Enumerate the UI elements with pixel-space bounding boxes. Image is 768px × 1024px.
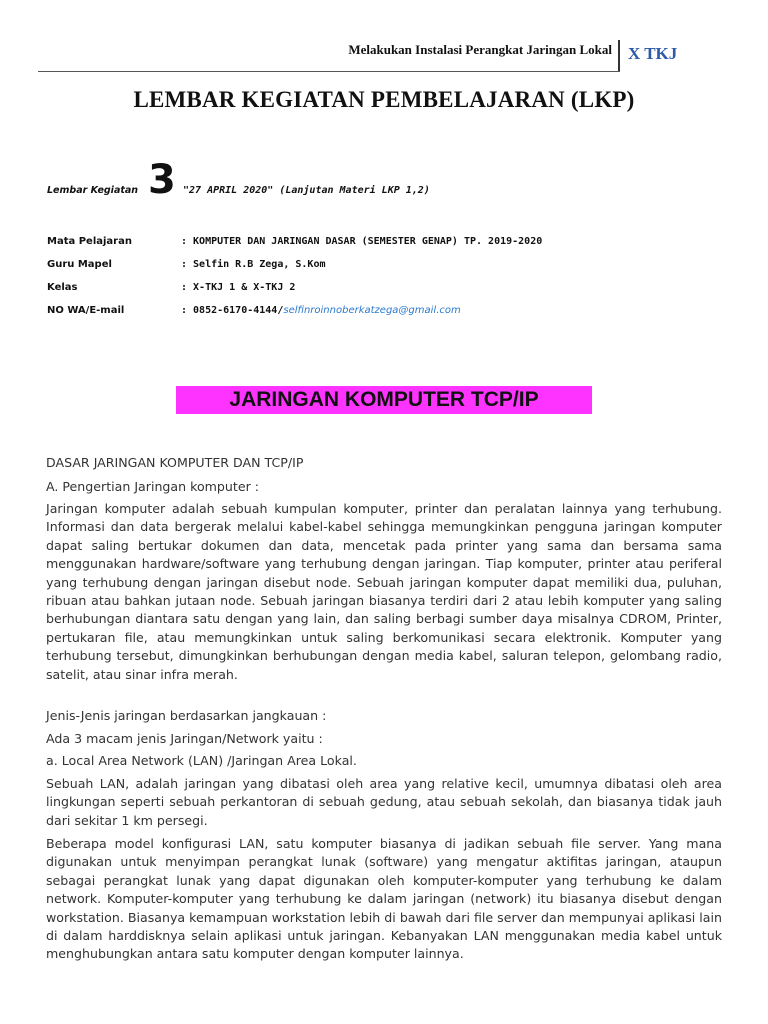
- types-intro: Ada 3 macam jenis Jaringan/Network yaitu :: [46, 731, 323, 746]
- subheading-a: A. Pengertian Jaringan komputer :: [46, 479, 260, 494]
- info-label-contact: NO WA/E-mail: [47, 305, 125, 316]
- paragraph-lan-config: Beberapa model konfigurasi LAN, satu komputer biasanya di jadikan sebuah file server. Yang mana digunakan untuk menyimpan perangkat lunak (software) yang mengatur aktifitas jaringan, ataupun sebagai perangkat lunak yang dapat digunakan oleh komputer-komputer yang terhubung ke dalam network. Komputer-komputer yang terhubung ke dalam jaringan (network) itu biasanya disebut dengan workstation. Biasanya kemampuan workstation lebih di bawah dari file server dan mempunyai aplikasi lain di dalam harddisknya selain aplikasi untuk jaringan. Kebanyakan LAN menggunakan media kabel untuk menghubungkan antara satu komputer dengan komputer lainnya.: [46, 836, 722, 962]
- info-value-contact: [181, 305, 461, 316]
- paragraph-lan: Sebuah LAN, adalah jaringan yang dibatasi oleh area yang relative kecil, umumnya dibatasi oleh area lingkungan seperti sebuah perkantoran di sebuah gedung, atau sebuah sekolah, dan biasanya tidak jauh dari sekitar 1 km persegi.: [46, 776, 722, 828]
- header-title: Melakukan Instalasi Perangkat Jaringan Lokal: [348, 42, 612, 57]
- page-title: LEMBAR KEGIATAN PEMBELAJARAN (LKP): [133, 87, 635, 112]
- types-heading: Jenis-Jenis jaringan berdasarkan jangkauan :: [46, 708, 327, 723]
- topic-banner: [176, 386, 592, 414]
- info-value-teacher: : Selfin R.B Zega, S.Kom: [181, 259, 326, 270]
- type-a-heading: a. Local Area Network (LAN) /Jaringan Area Lokal.: [46, 753, 357, 768]
- activity-date: "27 APRIL 2020" (Lanjutan Materi LKP 1,2): [183, 185, 430, 196]
- info-label-teacher: Guru Mapel: [47, 259, 112, 270]
- paragraph-definition: Jaringan komputer adalah sebuah kumpulan komputer, printer dan peralatan lainnya yang terhubung. Informasi dan data bergerak melalui kabel-kabel sehingga memungkinkan pengguna jaringan komputer dapat saling bertukar dokumen dan data, mencetak pada printer yang sama dan bersama sama menggunakan hardware/software yang terhubung dengan jaringan. Tiap komputer, printer atau periferal yang terhubung dengan jaringan disebut node. Sebuah jaringan komputer dapat memiliki dua, puluhan, ribuan atau bahkan jutaan node. Sebuah jaringan biasanya terdiri dari 2 atau lebih komputer yang saling berhubungan diantara satu dengan yang lain, dan saling berbagi sumber daya misalnya CDROM, Printer, pertukaran file, atau memungkinkan untuk saling berkomunikasi secara elektronik. Komputer yang terhubung tersebut, dimungkinkan berhubungan dengan media kabel, saluran telepon, gelombang radio, satelit, atau sinar infra merah.: [46, 501, 722, 682]
- email-link[interactable]: selfinroinnoberkatzega@gmail.com: [283, 305, 461, 316]
- info-value-subject: : KOMPUTER DAN JARINGAN DASAR (SEMESTER GENAP) TP. 2019-2020: [181, 236, 543, 247]
- activity-label: Lembar Kegiatan: [47, 185, 139, 196]
- phone-number: : 0852-6170-4144/: [181, 305, 284, 316]
- header-class-label: X TKJ: [628, 44, 678, 63]
- section-heading: DASAR JARINGAN KOMPUTER DAN TCP/IP: [46, 455, 304, 470]
- info-value-class: : X-TKJ 1 & X-TKJ 2: [181, 282, 296, 293]
- topic-title: JARINGAN KOMPUTER TCP/IP: [229, 388, 539, 411]
- info-label-class: Kelas: [47, 282, 78, 293]
- info-label-subject: Mata Pelajaran: [47, 236, 132, 247]
- activity-number: 3: [148, 157, 176, 203]
- header-rule: [38, 71, 620, 72]
- header-divider: [618, 40, 620, 72]
